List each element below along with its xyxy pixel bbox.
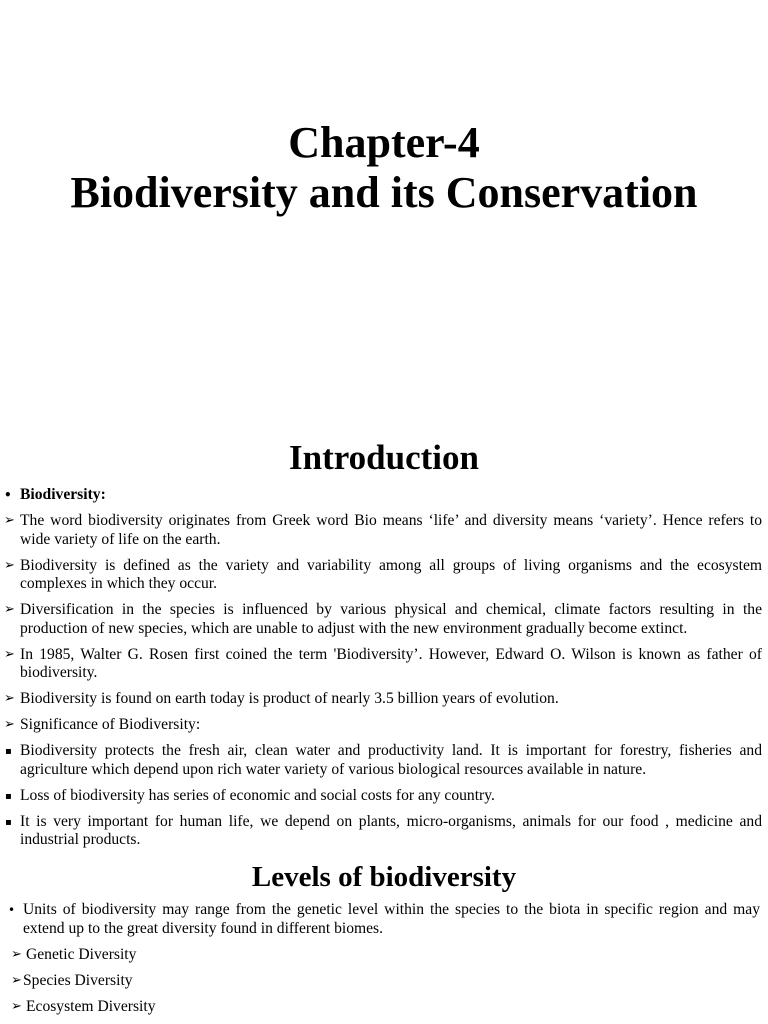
arrow-bullet-icon: ➢ (4, 646, 15, 662)
levels-list (0, 901, 768, 1016)
title-slide (0, 0, 768, 420)
list-item (0, 646, 768, 683)
arrow-bullet-icon: ➢ (4, 602, 15, 617)
list-item (0, 512, 768, 549)
arrow-bullet-icon: ➢ (4, 557, 15, 573)
list-item (0, 716, 768, 735)
arrow-bullet-icon: ➢ (4, 691, 15, 706)
chapter-number: Chapter-4 (288, 118, 480, 167)
list-item-text: Biodiversity is defined as the variety and variability among all groups of living organisms and the ecosystem complexes in which they occur. (20, 556, 762, 592)
arrow-bullet-icon: ➢ (11, 998, 22, 1014)
arrow-bullet-icon: ➢ (4, 717, 15, 732)
list-item (0, 690, 768, 709)
intro-slide (0, 434, 768, 1024)
list-item-text: Biodiversity is found on earth today is product of nearly 3.5 billion years of evolution. (20, 690, 559, 707)
list-item-text: It is very important for human life, we depend on plants, micro-organisms, animals for our food , medicine and industrial products. (20, 812, 762, 848)
chapter-heading (0, 118, 768, 218)
list-item-text: Species Diversity (23, 971, 133, 989)
arrow-bullet-icon: ➢ (4, 513, 15, 528)
list-item (0, 946, 768, 965)
list-item-text: Units of biodiversity may range from the genetic level within the species to the biota in specific region and may extend up to the great diversity found in different biomes. (23, 901, 760, 937)
list-item-text: Loss of biodiversity has series of economic and social costs for any country. (20, 786, 495, 804)
list-item (0, 901, 768, 938)
introduction-list (0, 486, 768, 850)
list-item-text: The word biodiversity originates from Greek word Bio means ‘life’ and diversity means ‘variety’. Hence refers to wide variety of life on the earth. (20, 512, 762, 548)
arrow-bullet-icon: ➢ (11, 972, 22, 988)
square-bullet-icon: ▪ (5, 746, 12, 757)
bullet-icon: • (8, 903, 16, 917)
levels-heading: Levels of biodiversity (251, 861, 517, 893)
list-item (0, 972, 768, 991)
list-item-text: Significance of Biodiversity: (20, 716, 201, 733)
list-item-text: Biodiversity protects the fresh air, clean water and productivity land. It is important for forestry, fisheries and agriculture which depend upon rich water variety of various biological resources available in nature. (20, 742, 762, 778)
list-item (0, 486, 768, 505)
list-item (0, 742, 768, 779)
list-item-text: Genetic Diversity (26, 945, 137, 963)
list-item (0, 998, 768, 1017)
list-item-text: Diversification in the species is influenced by various physical and chemical, climate factors resulting in the production of new species, which are unable to adjust with the new environment gradually become extinct. (20, 601, 762, 637)
list-item (0, 601, 768, 638)
list-item-text: Ecosystem Diversity (26, 997, 156, 1015)
square-bullet-icon: ▪ (5, 790, 12, 802)
list-item (0, 813, 768, 850)
square-bullet-icon: ▪ (5, 816, 12, 828)
list-item-text: Biodiversity: (20, 486, 106, 503)
introduction-heading: Introduction (289, 438, 479, 477)
bullet-icon: • (4, 488, 12, 502)
chapter-title: Biodiversity and its Conservation (70, 168, 698, 217)
arrow-bullet-icon: ➢ (11, 946, 22, 962)
list-item (0, 787, 768, 806)
list-item-text: In 1985, Walter G. Rosen first coined the term 'Biodiversity’. However, Edward O. Wilson is known as father of biodiversity. (20, 645, 762, 681)
list-item (0, 557, 768, 594)
